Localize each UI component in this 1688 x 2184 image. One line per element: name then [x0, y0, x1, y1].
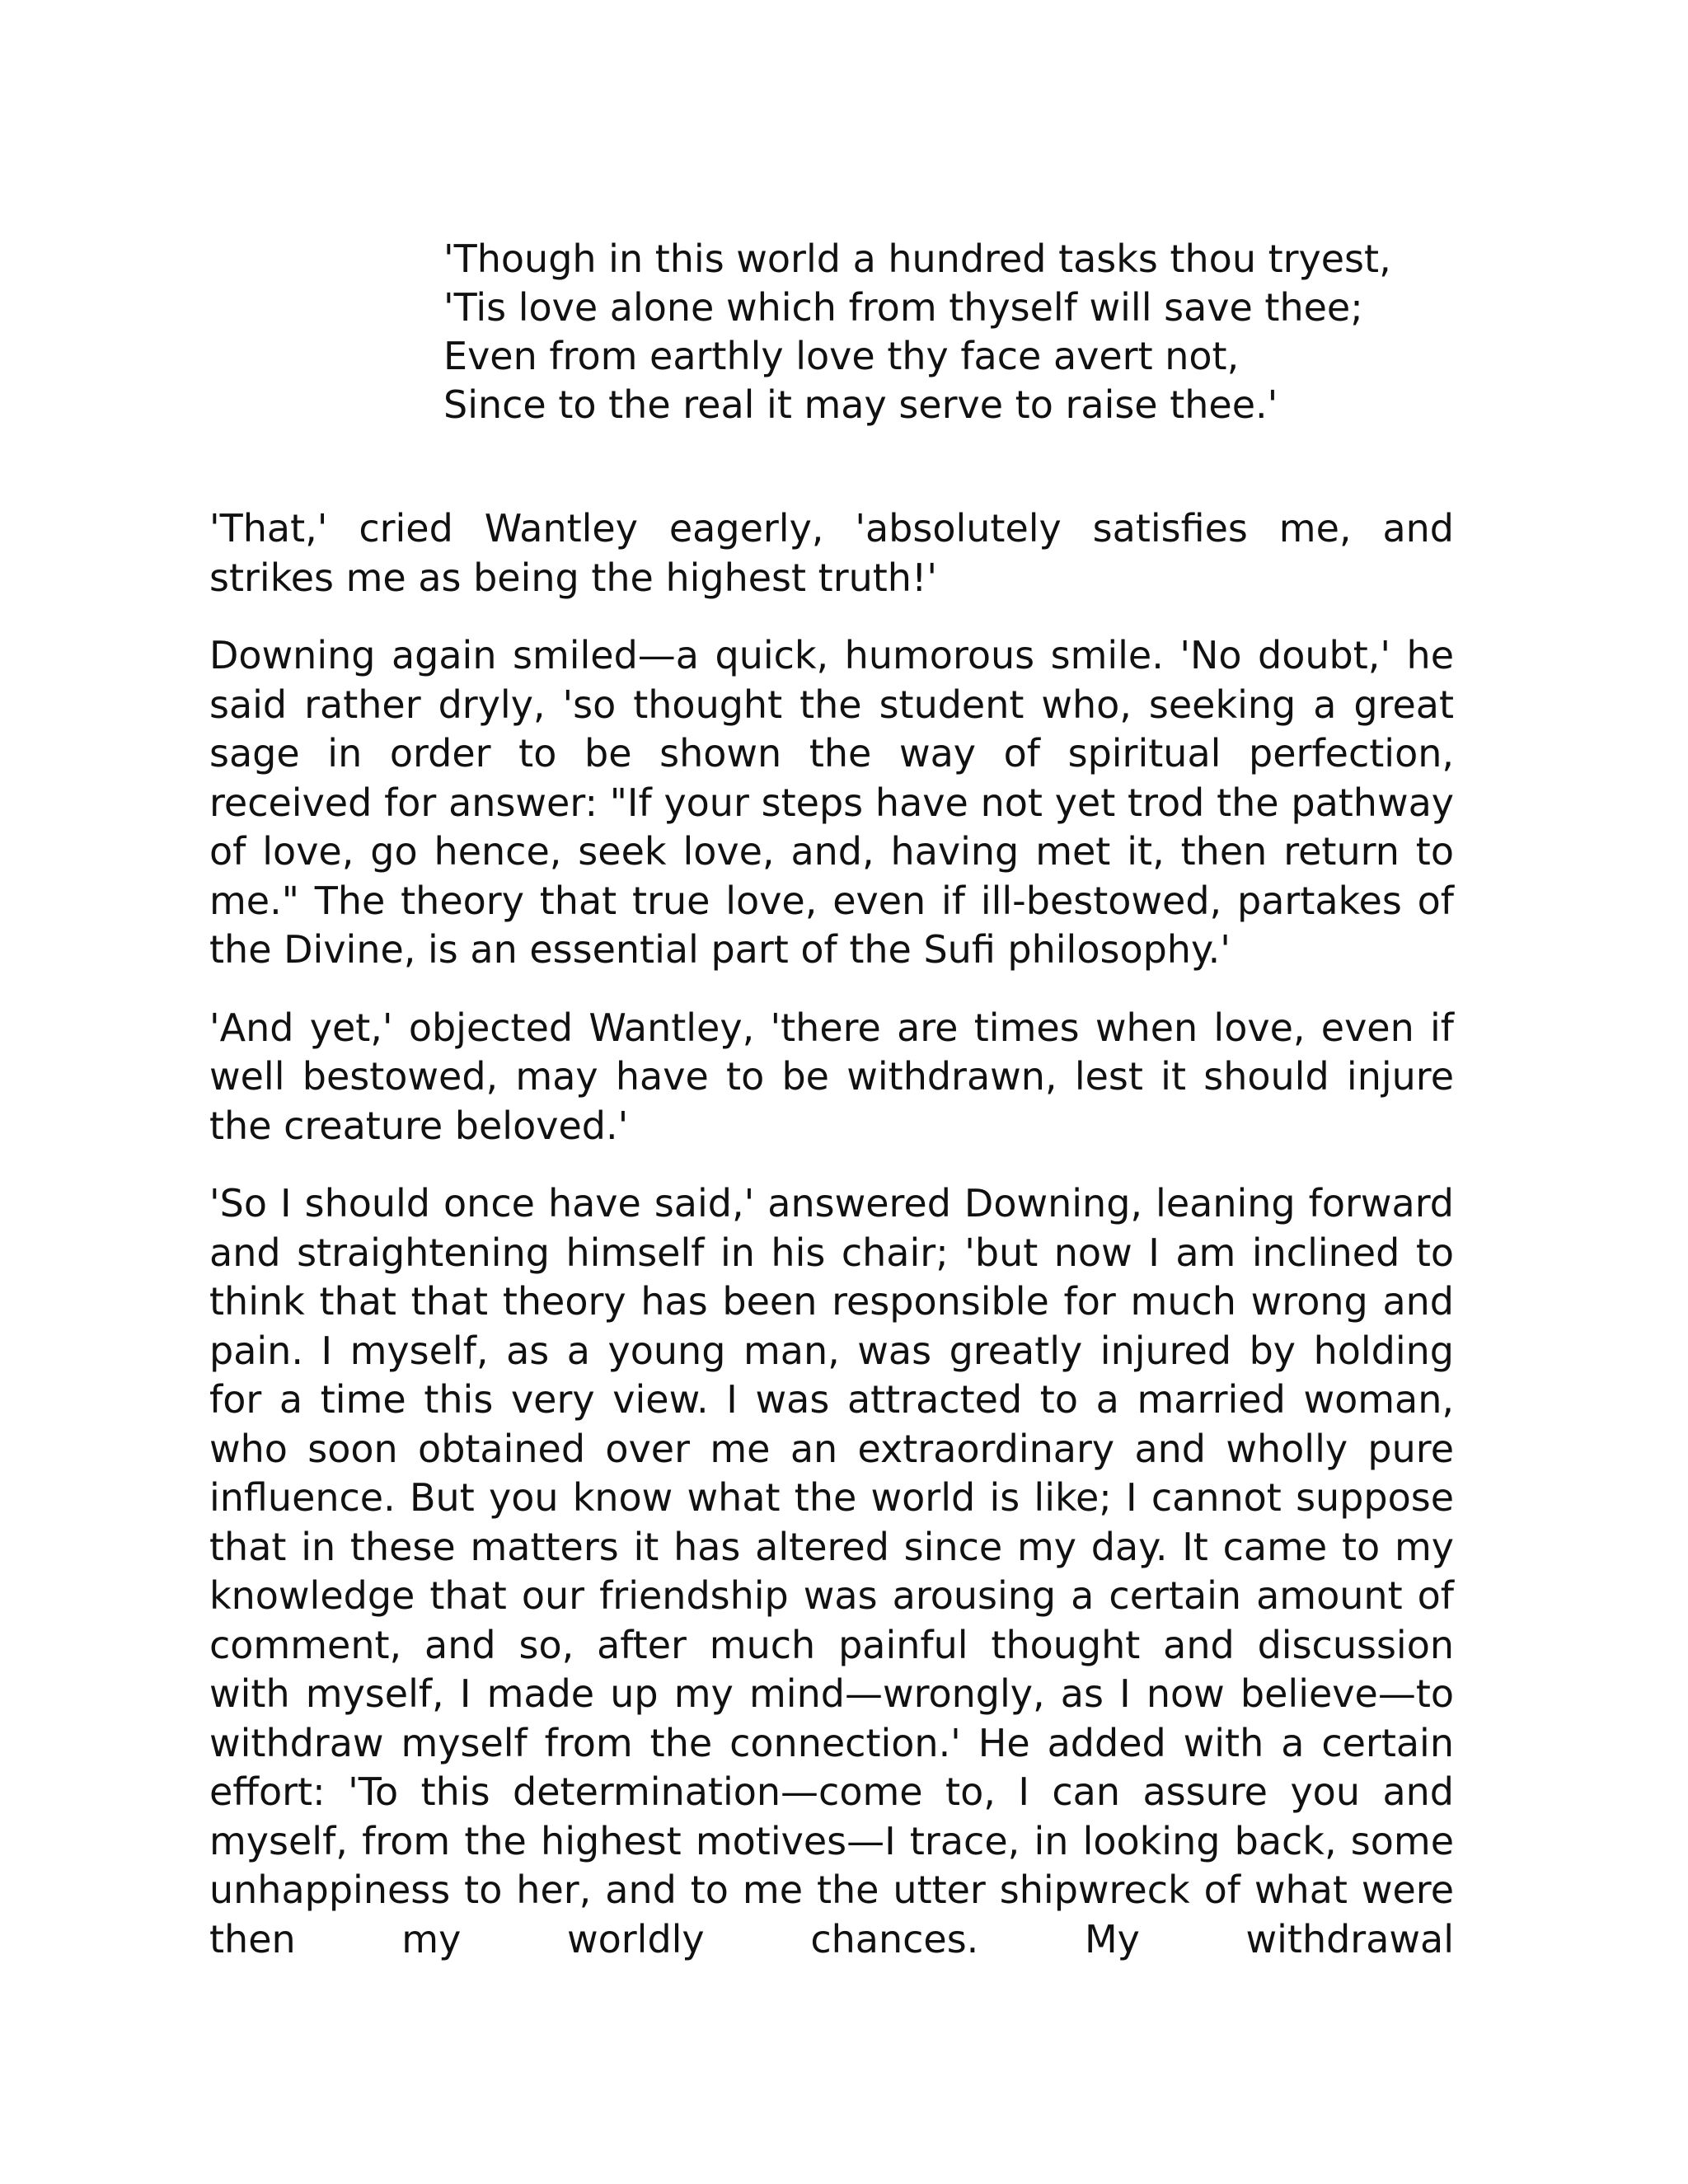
verse-line: Since to the real it may serve to raise thee.' — [443, 382, 1278, 427]
verse-line: Even from earthly love thy face avert not, — [443, 334, 1240, 378]
verse-line: 'Tis love alone which from thyself will save thee; — [443, 285, 1363, 330]
paragraph: 'And yet,' objected Wantley, 'there are times when love, even if well bestowed, may have to be withdrawn, lest it should injure the creature beloved.' — [209, 1005, 1454, 1148]
paragraph: Downing again smiled—a quick, humorous smile. 'No doubt,' he said rather dryly, 'so thought the student who, seeking a great sage in order to be shown the way of spiritual perfection, received for answer: "If your steps have not yet trod the pathway of love, go hence, seek love, and, having met it, then return to me." The theory that true love, even if ill-bestowed, partakes of the Divine, is an essential part of the Sufi philosophy.' — [209, 633, 1454, 972]
verse-stanza — [443, 235, 1515, 429]
paragraph: 'So I should once have said,' answered Downing, leaning forward and straightening himself in his chair; 'but now I am inclined to think that that theory has been responsible for much wrong and pain. I myself, as a young man, was greatly injured by holding for a time this very view. I was attracted to a married woman, who soon obtained over me an extraordinary and wholly pure influence. But you know what the world is like; I cannot suppose that in these matters it has altered since my day. It came to my knowledge that our friendship was arousing a certain amount of comment, and so, after much painful thought and discussion with myself, I made up my mind—wrongly, as I now believe—to withdraw myself from the connection.' He added with a certain effort: 'To this determination—come to, I can assure you and myself, from the highest motives—I trace, in looking back, some unhappiness to her, and to me the utter shipwreck of what were then my worldly chances. My withdrawal — [209, 1181, 1454, 1961]
prose-body — [209, 504, 1454, 1964]
verse-line: 'Though in this world a hundred tasks thou tryest, — [443, 237, 1391, 281]
paragraph: 'That,' cried Wantley eagerly, 'absolutely satisfies me, and strikes me as being the highest truth!' — [209, 506, 1454, 600]
